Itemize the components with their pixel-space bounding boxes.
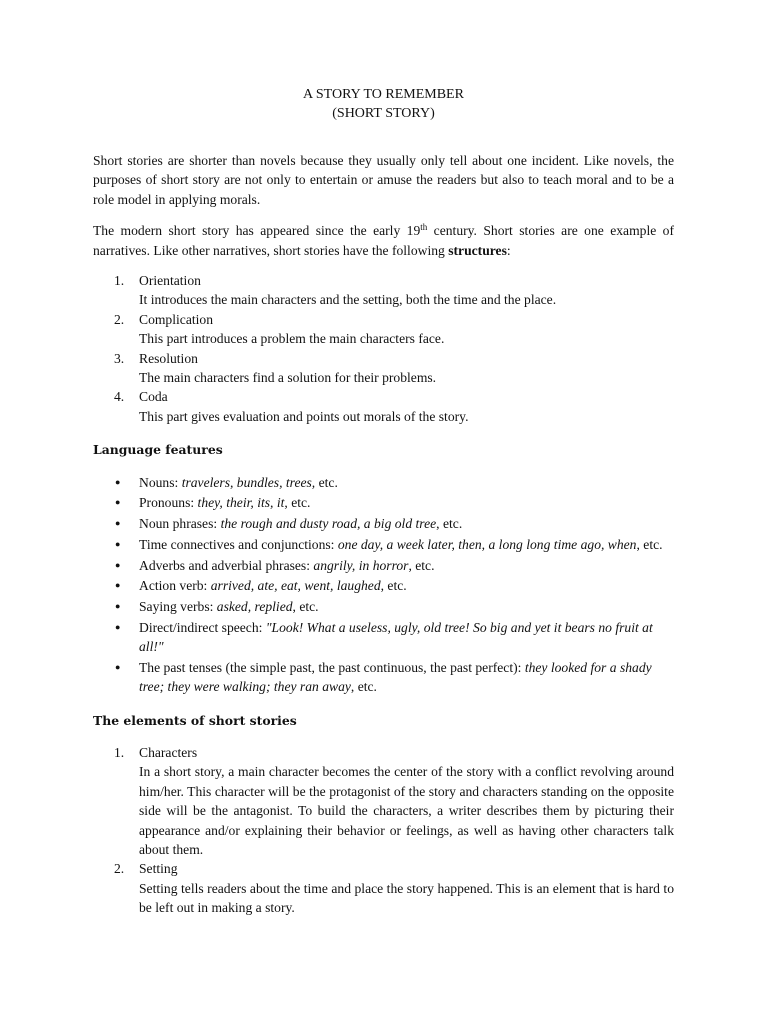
- structure-description: This part introduces a problem the main characters face.: [139, 331, 445, 347]
- elements-heading: The elements of short stories: [93, 712, 297, 728]
- element-description: Setting tells readers about the time and place the story happened. This is an element that is hard to be left out in making a story.: [139, 880, 674, 916]
- list-item: [93, 618, 674, 657]
- structures-list: [93, 271, 674, 426]
- feature-examples: "Look! What a useless, ugly, old tree! So big and yet it bears no fruit at all!": [139, 619, 653, 655]
- element-item: [93, 859, 674, 917]
- feature-label: Direct/indirect speech:: [139, 619, 266, 635]
- list-item: [93, 597, 674, 616]
- intro-paragraph-1: Short stories are shorter than novels because they usually only tell about one incident. Like novels, the purposes of short story are not only to entertain or amuse the readers but also to teach moral and to be a role model in applying morals.: [93, 153, 674, 207]
- document-page: [93, 85, 674, 918]
- list-number: 2.: [114, 861, 125, 877]
- feature-suffix: , etc.: [350, 679, 377, 695]
- structure-item: [93, 349, 674, 388]
- element-item: [93, 743, 674, 859]
- list-item: [93, 493, 674, 512]
- list-item: [93, 556, 674, 575]
- bullet-icon: ●: [115, 600, 121, 611]
- list-number: 1.: [114, 744, 125, 760]
- structure-title: Orientation: [139, 273, 201, 289]
- feature-examples: angrily, in horror: [313, 557, 409, 573]
- feature-label: Noun phrases:: [139, 516, 221, 532]
- feature-examples: one day, a week later, then, a long long time ago, when: [337, 536, 637, 552]
- feature-examples: the rough and dusty road, a big old tree: [220, 516, 437, 532]
- feature-examples: they looked for a shady tree; they were walking; they ran away: [139, 659, 652, 695]
- feature-suffix: , etc.: [408, 557, 435, 573]
- bullet-icon: ●: [115, 559, 121, 570]
- list-item: [93, 514, 674, 533]
- structure-title: Resolution: [139, 350, 198, 366]
- structure-description: It introduces the main characters and the setting, both the time and the place.: [139, 292, 557, 308]
- feature-label: Time connectives and conjunctions:: [139, 536, 338, 552]
- element-title: Setting: [139, 861, 178, 877]
- bullet-icon: ●: [115, 580, 121, 591]
- feature-label: Pronouns:: [139, 495, 198, 511]
- feature-label: Action verb:: [139, 578, 211, 594]
- feature-examples: asked, replied: [216, 598, 293, 614]
- bullet-icon: ●: [115, 518, 121, 529]
- superscript-th: th: [420, 222, 428, 233]
- intro-paragraph-2-text-cont: century. Short stories are one example of narratives. Like other narratives, short stories have the following: [93, 223, 674, 258]
- document-title: A STORY TO REMEMBER: [303, 87, 464, 102]
- feature-suffix: , etc.: [380, 578, 407, 594]
- list-number: 1.: [114, 273, 125, 289]
- element-description: In a short story, a main character becomes the center of the story with a conflict revolving around him/her. This character will be the protagonist of the story and characters standing on the opposite side will be the antagonist. To build the characters, a writer describes them by picturing their appearance and/or explaining their behavior or feelings, as well as having other characters talk about them.: [139, 764, 674, 857]
- feature-label: Nouns:: [139, 474, 182, 490]
- bullet-icon: ●: [115, 497, 121, 508]
- list-number: 4.: [114, 389, 125, 405]
- bullet-icon: ●: [115, 476, 121, 487]
- feature-suffix: etc.: [315, 474, 338, 490]
- structure-description: The main characters find a solution for their problems.: [139, 370, 437, 386]
- structure-title: Coda: [139, 389, 168, 405]
- structure-item: [93, 310, 674, 349]
- bullet-icon: ●: [115, 661, 121, 672]
- structure-item: [93, 271, 674, 310]
- list-number: 2.: [114, 311, 125, 327]
- feature-suffix: , etc.: [284, 495, 311, 511]
- feature-suffix: , etc.: [636, 536, 663, 552]
- bullet-icon: ●: [115, 538, 121, 549]
- feature-label: Saying verbs:: [139, 598, 217, 614]
- feature-suffix: , etc.: [436, 516, 463, 532]
- language-features-heading: Language features: [93, 442, 223, 458]
- structure-description: This part gives evaluation and points out morals of the story.: [139, 408, 469, 424]
- list-item: [93, 473, 674, 492]
- intro-paragraph-2-text: The modern short story has appeared since the early 19: [93, 223, 421, 239]
- elements-list: [93, 743, 674, 918]
- feature-label: The past tenses (the simple past, the past continuous, the past perfect):: [139, 659, 525, 675]
- list-number: 3.: [114, 350, 125, 366]
- list-item: [93, 658, 674, 697]
- feature-suffix: , etc.: [292, 598, 319, 614]
- list-item: [93, 535, 674, 554]
- feature-examples: travelers, bundles, trees,: [181, 474, 316, 490]
- feature-examples: they, their, its, it: [197, 495, 285, 511]
- structure-item: [93, 387, 674, 426]
- structure-title: Complication: [139, 311, 214, 327]
- intro-paragraph-2: [93, 221, 674, 260]
- bullet-icon: ●: [115, 621, 121, 632]
- structures-keyword: structures: [448, 242, 507, 258]
- document-subtitle: (SHORT STORY): [332, 106, 435, 121]
- list-item: [93, 576, 674, 595]
- element-title: Characters: [139, 744, 198, 760]
- feature-label: Adverbs and adverbial phrases:: [139, 557, 314, 573]
- language-features-list: [93, 473, 674, 697]
- feature-examples: arrived, ate, eat, went, laughed: [210, 578, 381, 594]
- title-block: [93, 85, 674, 123]
- intro-paragraph-2-end: :: [506, 242, 511, 258]
